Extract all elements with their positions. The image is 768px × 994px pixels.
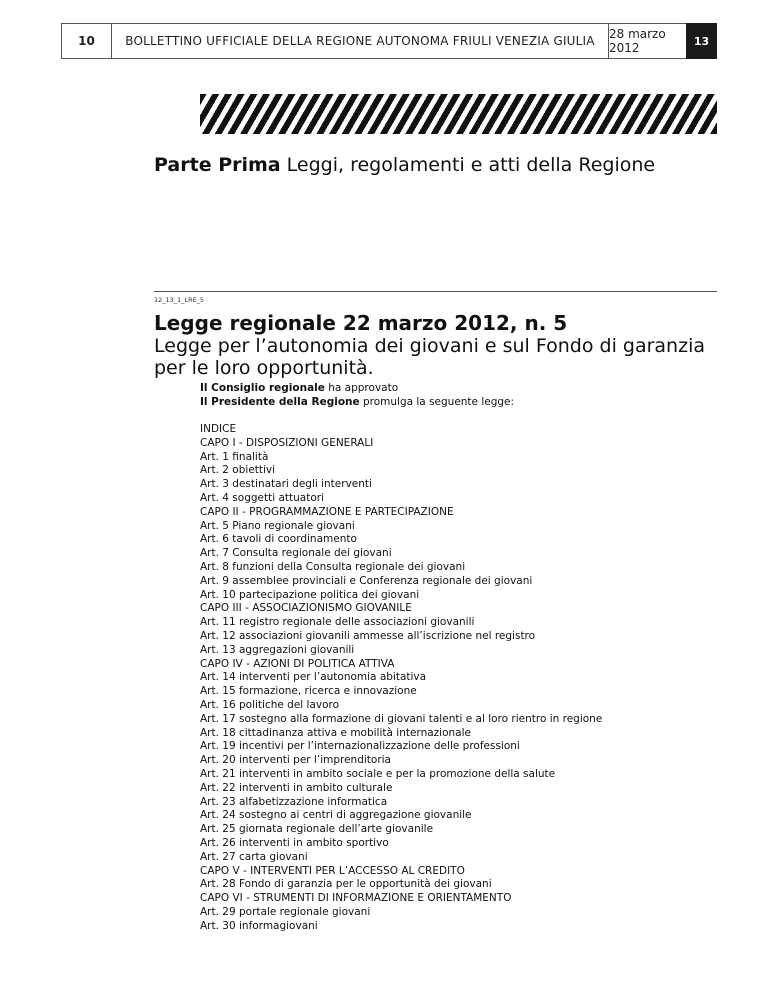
law-subtitle: Legge per l’autonomia dei giovani e sul Fondo di garanzia per le loro opportunità. xyxy=(154,335,705,379)
toc-entry: CAPO II - PROGRAMMAZIONE E PARTECIPAZIONE xyxy=(200,505,454,518)
promulgation-formula xyxy=(200,381,514,409)
toc-entry: Art. 10 partecipazione politica dei giovani xyxy=(200,588,420,601)
toc-entry: Art. 30 informagiovani xyxy=(200,919,318,932)
page-header xyxy=(61,23,717,59)
toc-entry: CAPO V - INTERVENTI PER L’ACCESSO AL CREDITO xyxy=(200,864,465,877)
law-title: Legge regionale 22 marzo 2012, n. 5 xyxy=(154,311,568,335)
intro-bold: Il Consiglio regionale xyxy=(200,382,325,394)
toc-entry: CAPO VI - STRUMENTI DI INFORMAZIONE E ORIENTAMENTO xyxy=(200,892,512,905)
toc-entry: Art. 22 interventi in ambito culturale xyxy=(200,781,393,794)
issue-number-badge: 13 xyxy=(686,23,717,59)
document-code: 12_13_1_LRE_5 xyxy=(154,296,205,304)
toc-entry: Art. 21 interventi in ambito sociale e per la promozione della salute xyxy=(200,767,556,780)
toc-entry: Art. 16 politiche del lavoro xyxy=(200,698,340,711)
toc-entry: Art. 24 sostegno ai centri di aggregazione giovanile xyxy=(200,809,472,822)
intro-rest: ha approvato xyxy=(324,382,399,394)
intro-rest: promulga la seguente legge: xyxy=(359,396,515,408)
toc-entry: Art. 18 cittadinanza attiva e mobilità internazionale xyxy=(200,726,471,739)
toc-entry: Art. 2 obiettivi xyxy=(200,464,276,477)
toc-entry: Art. 28 Fondo di garanzia per le opportunità dei giovani xyxy=(200,878,492,891)
issue-date: 28 marzo 2012 xyxy=(608,23,686,59)
toc-entry: Art. 1 finalità xyxy=(200,450,269,463)
toc-entry: Art. 14 interventi per l’autonomia abitativa xyxy=(200,671,427,684)
toc-entry: Art. 11 registro regionale delle associazioni giovanili xyxy=(200,616,475,629)
toc-entry: Art. 15 formazione, ricerca e innovazione xyxy=(200,685,417,698)
intro-line xyxy=(200,381,514,395)
toc-entry: INDICE xyxy=(200,423,237,435)
part-title xyxy=(154,154,655,176)
toc-entry: CAPO III - ASSOCIAZIONISMO GIOVANILE xyxy=(200,602,412,615)
toc-entry: Art. 3 destinatari degli interventi xyxy=(200,478,372,491)
section-divider xyxy=(154,291,717,292)
toc-entry: Art. 8 funzioni della Consulta regionale dei giovani xyxy=(200,560,466,573)
toc-entry: Art. 7 Consulta regionale dei giovani xyxy=(200,547,392,560)
decorative-stripe-band xyxy=(200,94,717,134)
intro-line xyxy=(200,395,514,409)
toc-entry: Art. 25 giornata regionale dell’arte giovanile xyxy=(200,823,434,836)
toc-entry: Art. 9 assemblee provinciali e Conferenza regionale dei giovani xyxy=(200,574,533,587)
part-title-rest: Leggi, regolamenti e atti della Regione xyxy=(280,154,656,176)
bulletin-title: BOLLETTINO UFFICIALE DELLA REGIONE AUTONOMA FRIULI VENEZIA GIULIA xyxy=(111,23,608,59)
toc-entry: Art. 26 interventi in ambito sportivo xyxy=(200,836,389,849)
toc-entry: Art. 17 sostegno alla formazione di giovani talenti e al loro rientro in regione xyxy=(200,712,603,725)
toc-entry: Art. 5 Piano regionale giovani xyxy=(200,519,355,532)
table-of-contents xyxy=(200,423,602,933)
toc-entry: Art. 4 soggetti attuatori xyxy=(200,491,325,504)
part-title-bold: Parte Prima xyxy=(154,154,281,176)
toc-entry: Art. 13 aggregazioni giovanili xyxy=(200,643,355,656)
toc-entry: Art. 19 incentivi per l’internazionalizzazione delle professioni xyxy=(200,740,520,753)
toc-entry: CAPO IV - AZIONI DI POLITICA ATTIVA xyxy=(200,657,395,670)
toc-entry: Art. 20 interventi per l’imprenditoria xyxy=(200,754,391,767)
toc-entry: Art. 12 associazioni giovanili ammesse all’iscrizione nel registro xyxy=(200,629,536,642)
toc-entry: CAPO I - DISPOSIZIONI GENERALI xyxy=(200,436,374,449)
toc-entry: Art. 6 tavoli di coordinamento xyxy=(200,533,357,546)
toc-entry: Art. 29 portale regionale giovani xyxy=(200,905,371,918)
law-heading xyxy=(154,311,724,379)
page-number-left: 10 xyxy=(61,23,111,59)
toc-entry: Art. 23 alfabetizzazione informatica xyxy=(200,795,388,808)
toc-entry: Art. 27 carta giovani xyxy=(200,850,308,863)
intro-bold: Il Presidente della Regione xyxy=(200,396,360,408)
